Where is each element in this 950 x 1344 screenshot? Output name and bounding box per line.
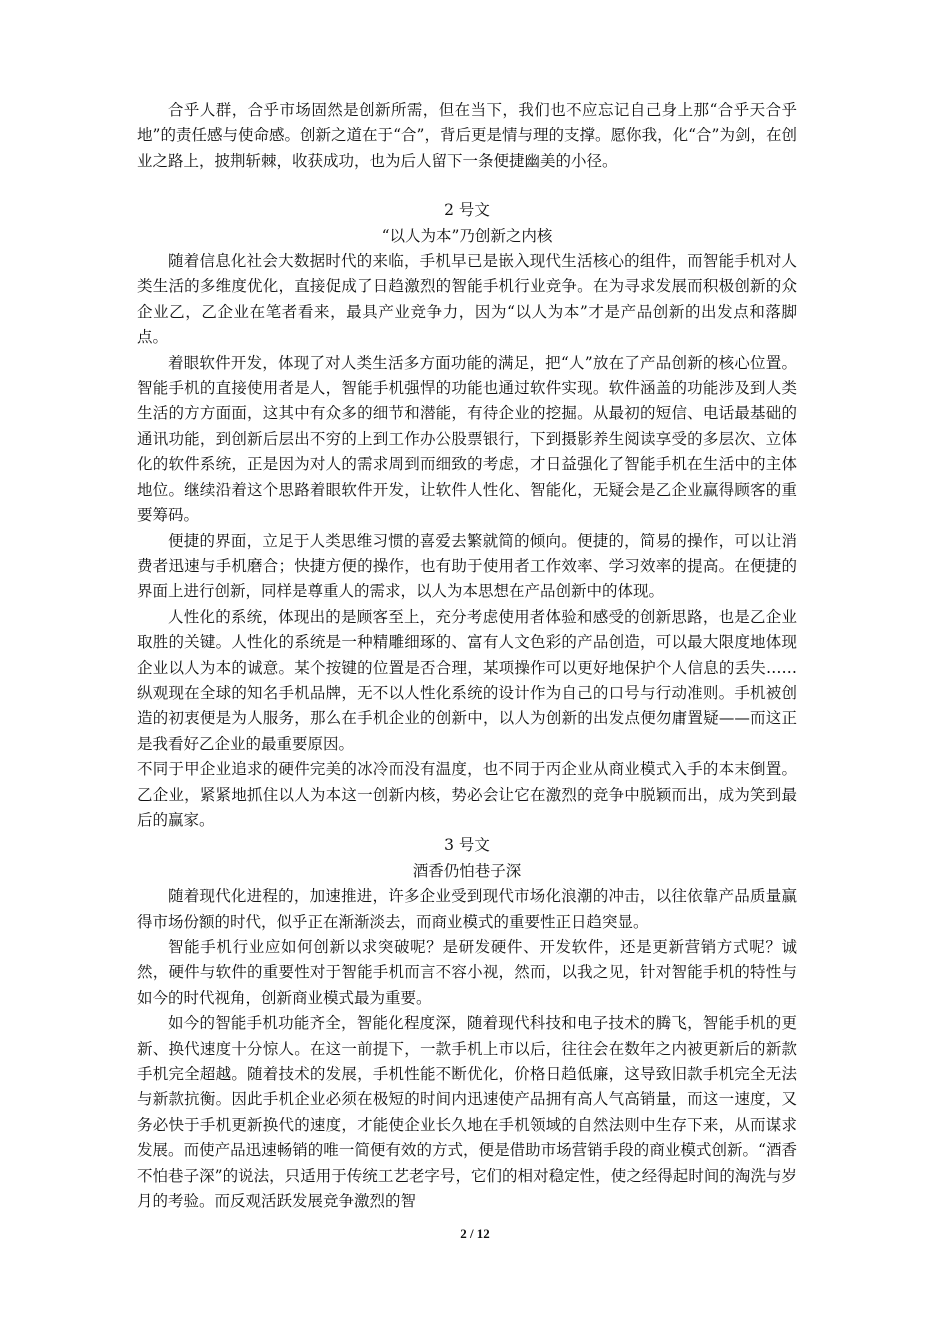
essay-3-paragraph: 智能手机行业应如何创新以求突破呢？是研发硬件、开发软件，还是更新营销方式呢？诚然，硬件与软件的重要性对于智能手机而言不容小视，然而，以我之见，针对智能手机的特性与如今的时代视角，创新商业模式最为重要。 [137,938,797,1007]
essay-2-paragraph: 着眼软件开发，体现了对人类生活多方面功能的满足，把“人”放在了产品创新的核心位置。智能手机的直接使用者是人，智能手机强悍的功能也通过软件实现。软件涵盖的功能涉及到人类生活的方方面面，这其中有众多的细节和潜能，有待企业的挖掘。从最初的短信、电话最基础的通讯功能，到创新后层出不穷的上到工作办公股票银行，下到摄影养生阅读享受的多层次、立体化的软件系统，正是因为对人的需求周到而细致的考虑，才日益强化了智能手机在生活中的主体地位。继续沿着这个思路着眼软件开发，让软件人性化、智能化，无疑会是乙企业赢得顾客的重要筹码。 [137,353,797,525]
page-number: 2 / 12 [460,1226,490,1241]
essay-2-paragraph: 人性化的系统，体现出的是顾客至上，充分考虑使用者体验和感受的创新思路，也是乙企业取胜的关键。人性化的系统是一种精雕细琢的、富有人文色彩的产品创造，可以最大限度地体现企业以人为本的诚意。某个按键的位置是否合理，某项操作可以更好地保护个人信息的丢失……纵观现在全球的知名手机品牌，无不以人性化系统的设计作为自己的口号与行动准则。手机被创造的初衷便是为人服务，那么在手机企业的创新中，以人为创新的出发点便勿庸置疑——而这正是我看好乙企业的最重要原因。 [137,607,797,753]
essay-2-paragraph: 随着信息化社会大数据时代的来临，手机早已是嵌入现代生活核心的组件，而智能手机对人类生活的多维度优化，直接促成了日趋激烈的智能手机行业竞争。在为寻求发展而积极创新的众企业乙，乙企业在笔者看来，最具产业竞争力，因为“以人为本”才是产品创新的出发点和落脚点。 [137,252,797,347]
essay-3-title: 酒香仍怕巷子深 [412,861,522,880]
page-content [137,98,797,1214]
essay-2-paragraph: 便捷的界面，立足于人类思维习惯的喜爱去繁就简的倾向。便捷的，简易的操作，可以让消费者迅速与手机磨合；快捷方便的操作，也有助于使用者工作效率、学习效率的提高。在便捷的界面上进行创新，同样是尊重人的需求，以人为本思想在产品创新中的体现。 [137,531,797,601]
essay-2-number: 2 号文 [444,201,490,220]
essay-3-paragraph: 随着现代化进程的，加速推进，许多企业受到现代市场化浪潮的冲击，以往依靠产品质量赢得市场份额的时代，似乎正在渐渐淡去，而商业模式的重要性正日趋突显。 [137,887,797,931]
essay-3-paragraph: 如今的智能手机功能齐全，智能化程度深，随着现代科技和电子技术的腾飞，智能手机的更新、换代速度十分惊人。在这一前提下，一款手机上市以后，往往会在数年之内被更新后的新款手机完全超越。随着技术的发展，手机性能不断优化，价格日趋低廉，这导致旧款手机完全无法与新款抗衡。因此手机企业必须在极短的时间内迅速使产品拥有高人气高销量，而这一速度，又务必快于手机更新换代的速度，才能使企业长久地在手机领域的自然法则中生存下来，从而谋求发展。而使产品迅速畅销的唯一简便有效的方式，便是借助市场营销手段的商业模式创新。“酒香不怕巷子深”的说法，只适用于传统工艺老字号，它们的相对稳定性，使之经得起时间的淘洗与岁月的考验。而反观活跃发展竞争激烈的智 [137,1014,797,1211]
essay-2-closing-paragraph: 不同于甲企业追求的硬件完美的冰冷而没有温度，也不同于丙企业从商业模式入手的本末倒置。乙企业，紧紧地抓住以人为本这一创新内核，势必会让它在激烈的竞争中脱颖而出，成为笑到最后的赢家。 [137,760,797,829]
essay-2-title: “以人为本”乃创新之内核 [381,226,553,245]
intro-paragraph: 合乎人群，合乎市场固然是创新所需，但在当下，我们也不应忘记自己身上那“合乎天合乎地”的责任感与使命感。创新之道在于“合”，背后更是情与理的支撑。愿你我，化“合”为剑，在创业之路上，披荆斩棘，收获成功，也为后人留下一条便捷幽美的小径。 [137,101,797,170]
essay-3-number: 3 号文 [444,836,490,855]
section-spacer [137,174,797,198]
